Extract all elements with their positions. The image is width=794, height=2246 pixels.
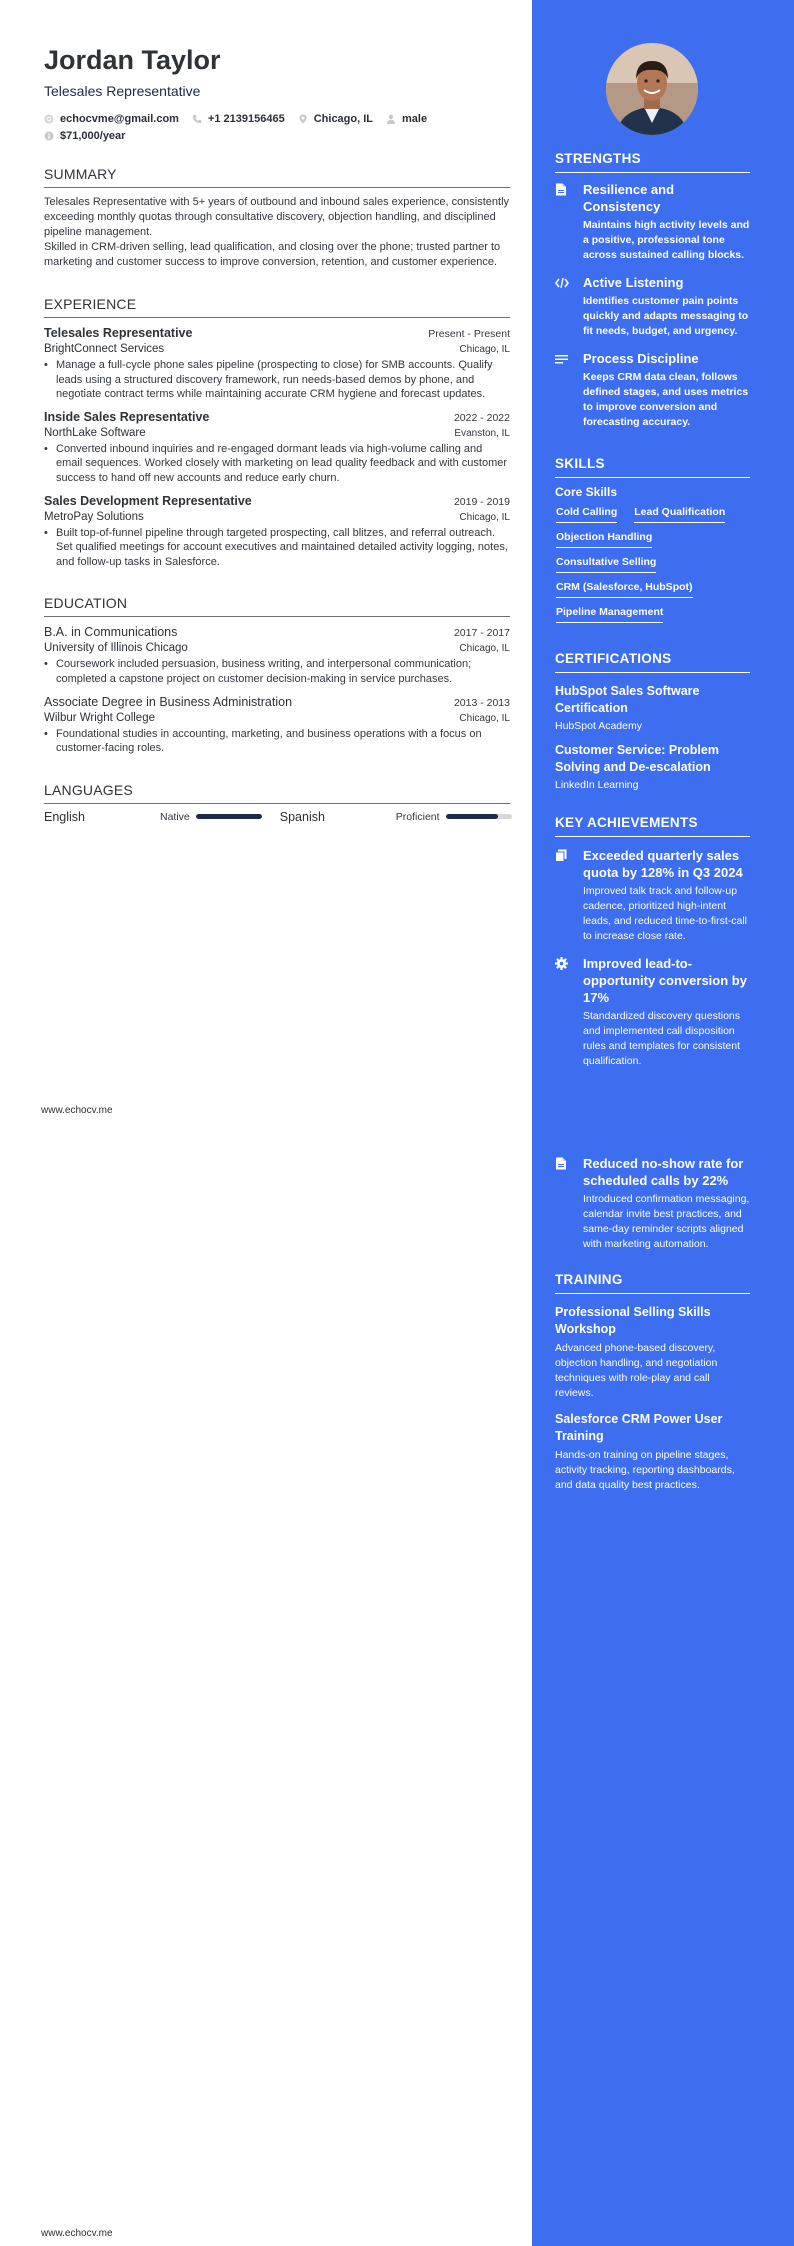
certifications-section <box>555 651 750 791</box>
education-entry <box>44 695 510 756</box>
job-bullet-text: Converted inbound inquiries and re-engaged dormant leads via high-volume calling and email sequences. Worked closely with marketing on lead quality feedback and with customer success to hand off new accounts and reduce early churn. <box>56 442 508 484</box>
location-text: Chicago, IL <box>313 112 373 125</box>
phone-item[interactable] <box>192 113 285 125</box>
strength-title: Process Discipline <box>583 351 699 366</box>
job-bullet: • Converted inbound inquiries and re-engaged dormant leads via high-volume calling and email sequences. Worked closely with marketing on lead quality feedback and with customer success to hand off new accounts and reduce early churn. <box>44 442 510 486</box>
job-dates: Present - Present <box>428 328 510 340</box>
education-heading: EDUCATION <box>44 595 510 617</box>
school-location: Chicago, IL <box>459 712 510 724</box>
phone-icon <box>192 114 202 124</box>
job-dates: 2019 - 2019 <box>453 495 510 508</box>
language-level: Native <box>160 810 190 823</box>
job-bullet: • Built top-of-funnel pipeline through targeted prospecting, call blitzes, and referral outreach. Set qualified meetings for account executives and maintained detailed activity logging, notes, and follow-up tasks in Salesforce. <box>44 526 510 570</box>
company-name: BrightConnect Services <box>44 343 165 355</box>
achievement-description: Standardized discovery questions and implemented call disposition rules and templates for consistent qualification. <box>583 1010 741 1067</box>
training-description: Advanced phone-based discovery, objection handling, and negotiation techniques with role-play and call reviews. <box>555 1342 718 1399</box>
education-section <box>44 595 510 755</box>
achievement-title: Improved lead-to-opportunity conversion by 17% <box>583 956 747 1005</box>
achievement-title: Reduced no-show rate for scheduled calls by 22% <box>583 1156 744 1188</box>
strength-title: Resilience and Consistency <box>583 182 675 214</box>
degree-name: Associate Degree in Business Administration <box>44 694 293 709</box>
strength-item <box>555 350 750 430</box>
experience-heading: EXPERIENCE <box>44 296 510 318</box>
achievements-heading: KEY ACHIEVEMENTS <box>555 815 750 837</box>
job-location: Chicago, IL <box>459 511 510 523</box>
achievements-section <box>555 815 750 1069</box>
skill-tag: Lead Qualification <box>634 506 725 523</box>
skill-tag: CRM (Salesforce, HubSpot) <box>556 581 693 598</box>
gender-text: male <box>402 112 428 125</box>
gear-icon <box>555 957 568 970</box>
skill-tag: Objection Handling <box>556 531 652 548</box>
phone-text: +1 2139156465 <box>207 112 285 125</box>
skill-tag: Pipeline Management <box>556 606 663 623</box>
strength-description: Identifies customer pain points quickly and adapts messaging to fit needs, budget, and urgency. <box>583 295 749 337</box>
experience-entry <box>44 410 510 486</box>
language-item <box>44 810 262 824</box>
school-name: Wilbur Wright College <box>44 711 155 724</box>
education-bullet-text: Foundational studies in accounting, marketing, and business operations with a focus on customer-facing roles. <box>56 727 482 755</box>
job-role: Telesales Representative <box>44 326 193 340</box>
job-bullet-text: Built top-of-funnel pipeline through targeted prospecting, call blitzes, and referral outreach. Set qualified meetings for account executives and maintained detailed activity logging, notes, and follow-up tasks in Salesforce. <box>56 526 508 568</box>
education-bullet: • Coursework included persuasion, business writing, and interpersonal communication; completed a capstone project on customer decision-making in service purchases. <box>44 657 510 686</box>
job-bullet-text: Manage a full-cycle phone sales pipeline (prospecting to close) for SMB accounts. Qualify leads using a structured discovery framework, run needs-based demos by phone, and negotiate contract terms while maintaining accurate CRM hygiene and forecast updates. <box>56 359 493 401</box>
experience-entry <box>44 326 510 402</box>
language-name: English <box>44 809 85 824</box>
company-name: NorthLake Software <box>44 426 146 439</box>
sidebar-column <box>555 151 750 1069</box>
strength-description: Maintains high activity levels and a positive, professional tone across sustained calling blocks. <box>583 219 750 261</box>
language-list <box>44 810 510 824</box>
degree-name: B.A. in Communications <box>44 625 178 640</box>
email-text: echocvme@gmail.com <box>60 112 179 125</box>
location-item <box>298 113 373 125</box>
language-level-bar <box>196 814 262 819</box>
job-location: Chicago, IL <box>459 344 510 355</box>
language-name: Spanish <box>279 809 325 824</box>
training-section <box>555 1272 750 1493</box>
certifications-heading: CERTIFICATIONS <box>555 651 750 673</box>
strength-description: Keeps CRM data clean, follows defined stages, and uses metrics to improve conversion and forecasting accuracy. <box>583 371 749 428</box>
training-item <box>555 1304 750 1401</box>
experience-entry <box>44 494 510 570</box>
languages-section <box>44 782 510 824</box>
certification-issuer: LinkedIn Learning <box>555 779 639 791</box>
email-item[interactable] <box>44 113 179 125</box>
person-icon <box>386 114 396 124</box>
certification-item <box>555 742 750 791</box>
summary-heading: SUMMARY <box>44 166 510 188</box>
languages-heading: LANGUAGES <box>44 782 510 804</box>
certification-issuer: HubSpot Academy <box>555 720 642 732</box>
language-item <box>280 810 512 824</box>
certification-item <box>555 683 750 732</box>
training-name: Salesforce CRM Power User Training <box>555 1412 723 1443</box>
language-level-fill <box>446 814 499 819</box>
company-name: MetroPay Solutions <box>44 510 144 523</box>
contact-info <box>44 110 510 144</box>
skill-tag: Consultative Selling <box>556 556 656 573</box>
strength-item <box>555 274 750 339</box>
candidate-name: Jordan Taylor <box>44 45 221 75</box>
summary-paragraph: Telesales Representative with 5+ years of outbound and inbound sales experience, consistently exceeding monthly quotas through consultative discovery, objection handling, and disciplined pipeline management. <box>44 196 510 238</box>
strengths-heading: STRENGTHS <box>555 151 750 173</box>
job-title: Telesales Representative <box>44 83 201 99</box>
achievement-description: Improved talk track and follow-up cadence, prioritized high-intent leads, and reduced time-to-first-call to increase close rate. <box>583 885 747 942</box>
list-icon <box>555 353 568 365</box>
achievement-item <box>555 955 750 1069</box>
job-bullet: • Manage a full-cycle phone sales pipeline (prospecting to close) for SMB accounts. Qualify leads using a structured discovery framework, run needs-based demos by phone, and negotiate contract terms while maintaining accurate CRM hygiene and forecast updates. <box>44 358 510 402</box>
summary-paragraph: Skilled in CRM-driven selling, lead qualification, and closing over the phone; trusted partner to marketing and customer success to improve conversion, retention, and customer experience. <box>44 241 501 268</box>
footer-link[interactable]: www.echocv.me <box>41 2228 113 2239</box>
training-description: Hands-on training on pipeline stages, activity tracking, reporting dashboards, and data quality best practices. <box>555 1449 735 1491</box>
experience-section <box>44 296 510 569</box>
at-icon <box>44 114 54 124</box>
education-entry <box>44 625 510 686</box>
job-role: Sales Development Representative <box>44 493 252 508</box>
info-icon <box>44 131 54 141</box>
language-level-fill <box>196 814 262 819</box>
location-pin-icon <box>298 114 308 124</box>
achievement-item <box>555 847 750 944</box>
achievement-item <box>555 1155 750 1252</box>
strengths-section <box>555 151 750 430</box>
training-heading: TRAINING <box>555 1272 750 1294</box>
job-role: Inside Sales Representative <box>44 409 210 424</box>
achievement-description: Introduced confirmation messaging, calendar invite best practices, and same-day reminder scripts aligned with marketing automation. <box>583 1193 750 1250</box>
education-dates: 2017 - 2017 <box>453 627 510 640</box>
document-icon <box>555 183 567 196</box>
training-name: Professional Selling Skills Workshop <box>555 1305 711 1336</box>
school-name: University of Illinois Chicago <box>44 642 188 655</box>
language-level-bar <box>446 814 512 819</box>
code-icon <box>555 277 569 289</box>
job-dates: 2022 - 2022 <box>453 411 510 424</box>
skills-heading: SKILLS <box>555 456 750 478</box>
education-bullet-text: Coursework included persuasion, business writing, and interpersonal communication; completed a capstone project on customer decision-making in service purchases. <box>56 658 472 685</box>
certification-name: Customer Service: Problem Solving and De-escalation <box>555 743 719 774</box>
job-location: Evanston, IL <box>454 427 510 439</box>
achievement-title: Exceeded quarterly sales quota by 128% in Q3 2024 <box>583 848 743 880</box>
education-bullet: • Foundational studies in accounting, marketing, and business operations with a focus on customer-facing roles. <box>44 727 510 756</box>
skill-group-title: Core Skills <box>555 485 618 499</box>
document-icon <box>555 1157 567 1170</box>
portrait-image <box>606 43 698 135</box>
strength-title: Active Listening <box>583 275 684 290</box>
training-item <box>555 1411 750 1493</box>
salary-item <box>44 130 125 142</box>
school-location: Chicago, IL <box>459 643 510 655</box>
footer-link[interactable]: www.echocv.me <box>41 1105 113 1116</box>
skill-tags <box>555 502 750 627</box>
strength-item <box>555 181 750 263</box>
main-column <box>44 44 510 824</box>
gender-item <box>386 113 427 125</box>
language-level: Proficient <box>395 810 440 823</box>
education-dates: 2013 - 2013 <box>453 696 510 709</box>
salary-text: $71,000/year <box>60 129 126 142</box>
certification-name: HubSpot Sales Software Certification <box>555 684 700 715</box>
summary-section <box>44 166 510 270</box>
avatar <box>606 43 698 135</box>
copy-icon <box>555 849 567 862</box>
skill-tag: Cold Calling <box>556 506 617 523</box>
skills-section <box>555 456 750 627</box>
sidebar-column-continued <box>555 1155 750 1493</box>
